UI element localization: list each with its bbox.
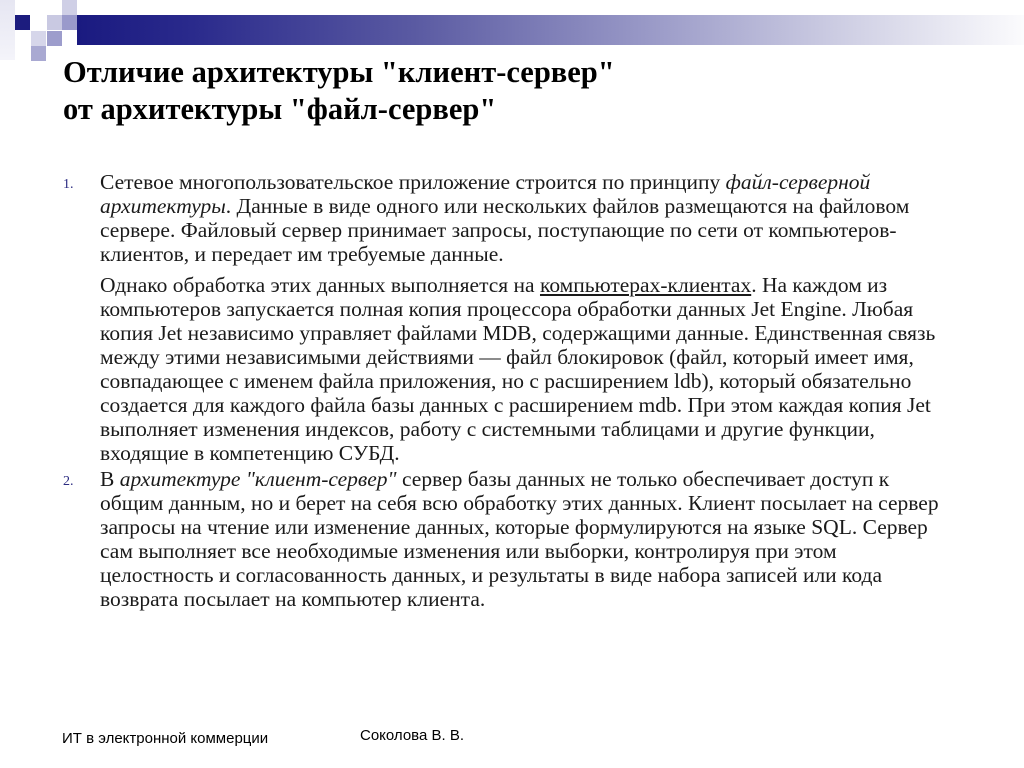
decorative-square-medium	[31, 46, 46, 61]
list-item	[63, 170, 953, 465]
header-gradient-bar	[77, 15, 1024, 45]
decorative-square-light	[47, 15, 62, 30]
italic-term: архитектуре "клиент-сервер"	[119, 467, 397, 491]
slide-title	[63, 54, 963, 128]
text: сервер базы данных не только обеспечивает доступ к общим данным, но и берет на себя всю обработку этих данных. Клиент посылает на сервер запросы на чтение или изменение данных, которые формулируются на языке SQL. Сервер сам выполняет все необходимые изменения или выборки, контролируя при этом целостность и согласованность данных, и результаты в виде набора записей или кода возврата посылает на компьютер клиента.	[100, 467, 939, 611]
footer-author: Соколова В. В.	[360, 727, 465, 744]
list-number: 2.	[63, 474, 74, 489]
decorative-square-light	[62, 0, 77, 15]
list-number: 1.	[63, 177, 74, 192]
text: Однако обработка этих данных выполняется на	[100, 273, 540, 297]
decorative-square-light	[31, 31, 46, 46]
text: . На каждом из компьютеров запускается полная копия процессора обработки данных Jet Engine. Любая копия Jet независимо управляет файлами MDB, содержащими данные. Единственная связь между этими независимыми действиями — файл блокировок (файл, который имеет имя, совпадающее с именем файла приложения, но с расширением ldb), который обязательно создается для каждого файла базы данных с расширением mdb. При этом каждая копия Jet выполняет изменения индексов, работу с системными таблицами и другие функции, входящие в компетенцию СУБД.	[100, 273, 936, 465]
paragraph	[100, 273, 953, 465]
decorative-square-medium	[62, 15, 77, 30]
text: Сетевое многопользовательское приложение строится по принципу	[100, 170, 726, 194]
decorative-square-navy	[15, 15, 30, 30]
paragraph	[100, 170, 953, 266]
decorative-square-medium	[47, 31, 62, 46]
italic-term: файл-серверной архитектуры	[100, 170, 871, 218]
title-line-1: Отличие архитектуры "клиент-сервер"	[63, 55, 615, 89]
title-line-2: от архитектуры "файл-сервер"	[63, 92, 497, 126]
text: . Данные в виде одного или нескольких файлов размещаются на файловом сервере. Файловый сервер принимает запросы, поступающие по сети от компьютеров-клиентов, и передает им требуемые данные.	[100, 194, 910, 266]
text: В	[100, 467, 120, 491]
footer-course-title: ИТ в электронной коммерции	[62, 730, 269, 747]
numbered-list	[63, 170, 953, 611]
decorative-strip	[0, 0, 15, 60]
paragraph	[100, 467, 953, 611]
underlined-term: компьютерах-клиентах	[539, 273, 752, 297]
list-item	[63, 467, 953, 611]
